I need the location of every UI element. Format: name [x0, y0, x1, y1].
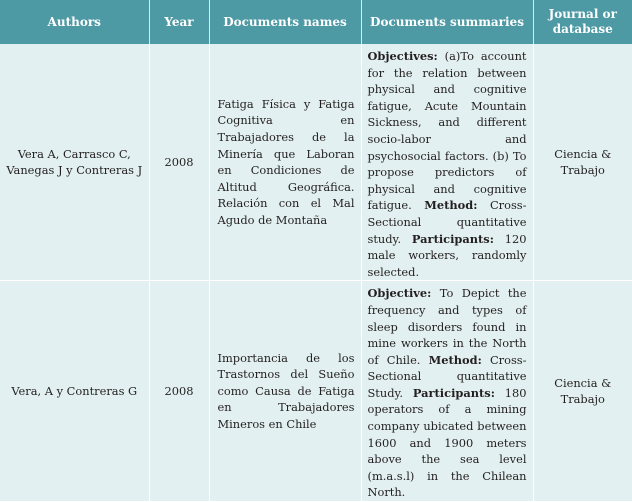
objectives-label: Objective:: [367, 286, 432, 301]
cell-authors: Vera, A y Contreras G: [0, 281, 149, 502]
participants-text: 120 male workers, randomly selected.: [367, 231, 527, 279]
cell-journal: Ciencia & Trabajo: [533, 44, 632, 281]
header-row: [0, 0, 632, 44]
table-row: [0, 281, 632, 502]
cell-document-name: Importancia de los Trastornos del Sueño como Causa de Fatiga en Trabajadores Mineros en Chile: [209, 281, 361, 502]
cell-document-name: Fatiga Física y Fatiga Cognitiva en Trabajadores de la Minería que Laboran en Condiciones de Altitud Geográfica. Relación con el Mal Agudo de Montaña: [209, 44, 361, 281]
header-journal: Journal or database: [533, 0, 632, 44]
cell-summary: [361, 44, 533, 281]
method-label: Method:: [428, 352, 482, 367]
cell-summary: [361, 281, 533, 502]
participants-label: Participants:: [411, 231, 494, 246]
method-text: Cross-Sectional quantitative study.: [367, 198, 527, 246]
header-documents-summaries: Documents summaries: [361, 0, 533, 44]
header-documents-names: Documents names: [209, 0, 361, 44]
objectives-text: (a)To account for the relation between physical and cognitive fatigue, Acute Mountain Sickness, and different socio-labor and psychosocial factors. (b) To propose predictors of physical and cognitive fatigue.: [367, 49, 527, 213]
cell-authors: Vera A, Carrasco C, Vanegas J y Contreras J: [0, 44, 149, 281]
method-label: Method:: [424, 198, 478, 213]
objectives-label: Objectives:: [367, 49, 438, 63]
objectives-text: To Depict the frequency and types of sleep disorders found in mine workers in the North of Chile.: [367, 286, 527, 367]
participants-text: 180 operators of a mining company ubicated between 1600 and 1900 meters above the sea level (m.a.s.l) in the Chilean North.: [367, 385, 527, 500]
header-authors: Authors: [0, 0, 149, 44]
cell-year: 2008: [149, 281, 209, 502]
header-year: Year: [149, 0, 209, 44]
table-row: [0, 44, 632, 281]
method-text: Cross-Sectional quantitative Study.: [367, 352, 527, 400]
cell-year: 2008: [149, 44, 209, 281]
participants-label: Participants:: [412, 385, 495, 400]
cell-journal: Ciencia & Trabajo: [533, 281, 632, 502]
